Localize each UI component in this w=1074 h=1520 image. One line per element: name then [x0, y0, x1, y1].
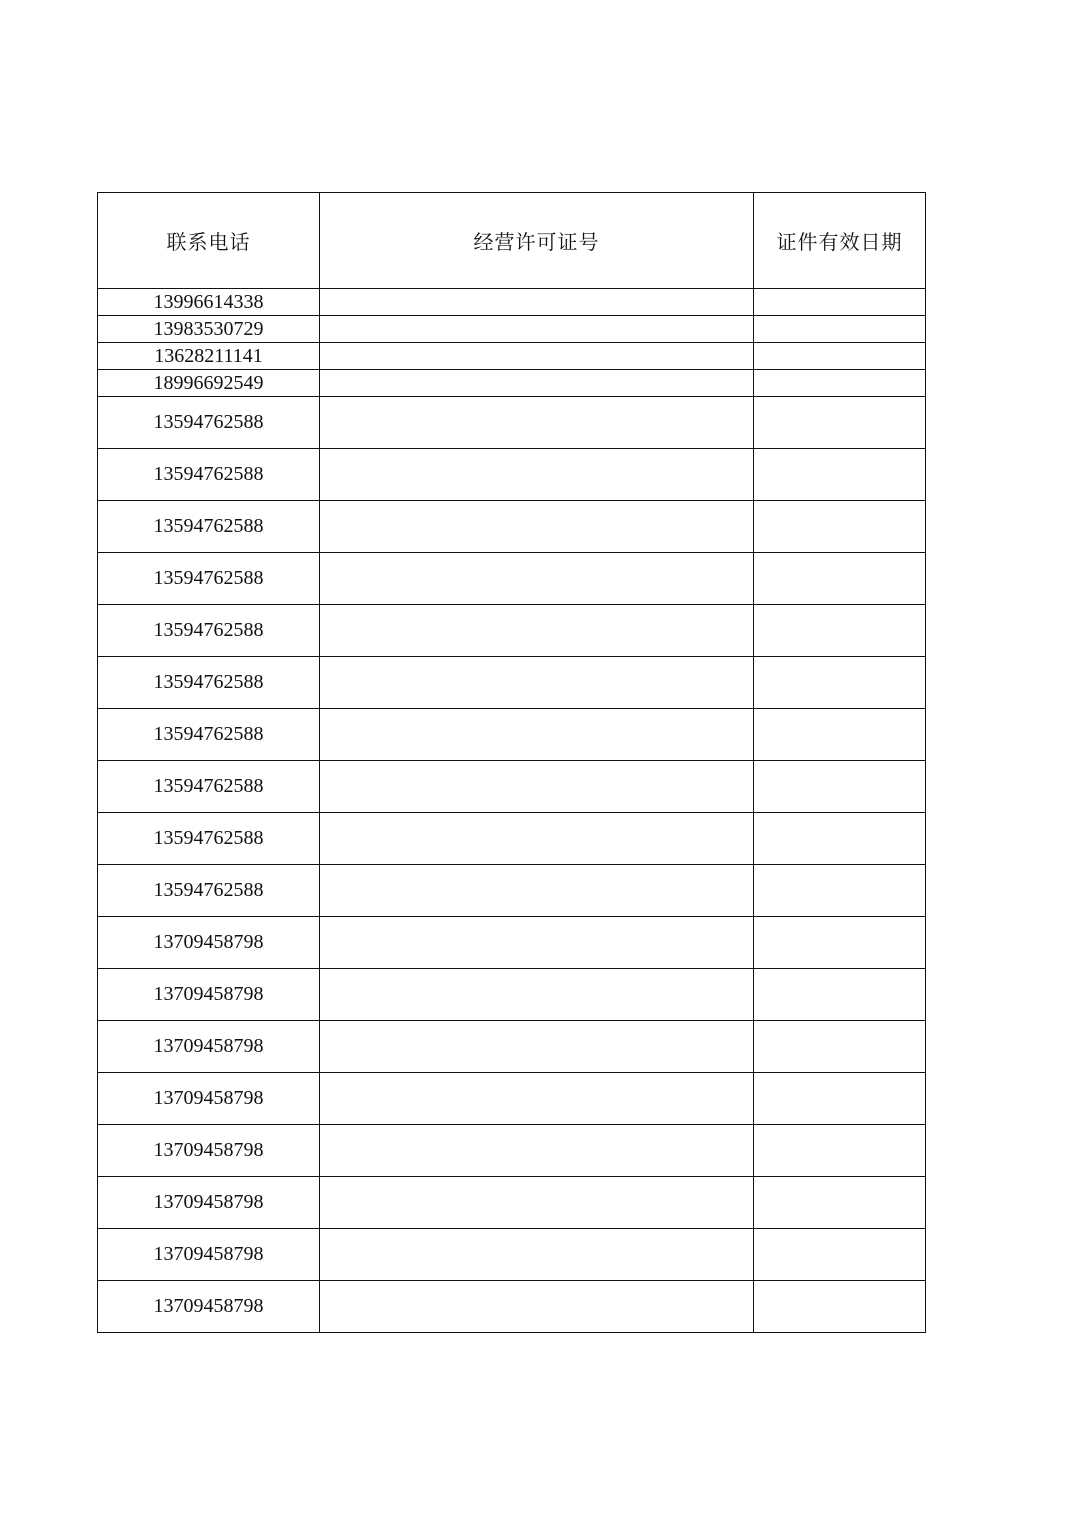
- phone-cell: 13709458798: [98, 1021, 320, 1073]
- phone-cell: 13628211141: [98, 343, 320, 370]
- license-number-cell: [320, 553, 754, 605]
- table-row: [98, 1281, 926, 1333]
- phone-cell: 13594762588: [98, 605, 320, 657]
- valid-date-cell: [754, 761, 926, 813]
- license-number-cell: [320, 657, 754, 709]
- valid-date-cell: [754, 605, 926, 657]
- valid-date-cell: [754, 370, 926, 397]
- table-row: [98, 657, 926, 709]
- license-table: [97, 192, 926, 1333]
- valid-date-cell: [754, 397, 926, 449]
- table-row: [98, 865, 926, 917]
- valid-date-cell: [754, 449, 926, 501]
- phone-cell: 13709458798: [98, 1281, 320, 1333]
- license-number-cell: [320, 343, 754, 370]
- phone-cell: 13594762588: [98, 709, 320, 761]
- phone-cell: 18996692549: [98, 370, 320, 397]
- license-number-cell: [320, 865, 754, 917]
- license-number-cell: [320, 1177, 754, 1229]
- valid-date-cell: [754, 657, 926, 709]
- table-row: [98, 1021, 926, 1073]
- valid-date-cell: [754, 289, 926, 316]
- license-number-cell: [320, 316, 754, 343]
- valid-date-cell: [754, 343, 926, 370]
- license-number-cell: [320, 813, 754, 865]
- phone-cell: 13594762588: [98, 657, 320, 709]
- license-number-cell: [320, 917, 754, 969]
- valid-date-cell: [754, 316, 926, 343]
- table-row: [98, 761, 926, 813]
- license-number-cell: [320, 397, 754, 449]
- table-row: [98, 397, 926, 449]
- valid-date-cell: [754, 813, 926, 865]
- license-number-cell: [320, 1281, 754, 1333]
- valid-date-cell: [754, 865, 926, 917]
- table-row: [98, 370, 926, 397]
- table-row: [98, 1073, 926, 1125]
- table-row: [98, 917, 926, 969]
- header-valid-date: 证件有效日期: [754, 193, 926, 289]
- valid-date-cell: [754, 917, 926, 969]
- header-phone: 联系电话: [98, 193, 320, 289]
- phone-cell: 13594762588: [98, 553, 320, 605]
- license-number-cell: [320, 1073, 754, 1125]
- phone-cell: 13709458798: [98, 1177, 320, 1229]
- phone-cell: 13594762588: [98, 397, 320, 449]
- table-row: [98, 501, 926, 553]
- phone-cell: 13709458798: [98, 1125, 320, 1177]
- table-row: [98, 289, 926, 316]
- valid-date-cell: [754, 1073, 926, 1125]
- phone-cell: 13983530729: [98, 316, 320, 343]
- license-number-cell: [320, 501, 754, 553]
- phone-cell: 13709458798: [98, 917, 320, 969]
- phone-cell: 13594762588: [98, 761, 320, 813]
- phone-cell: 13709458798: [98, 1073, 320, 1125]
- license-number-cell: [320, 370, 754, 397]
- phone-cell: 13996614338: [98, 289, 320, 316]
- phone-cell: 13594762588: [98, 813, 320, 865]
- table-row: [98, 969, 926, 1021]
- valid-date-cell: [754, 553, 926, 605]
- table-row: [98, 553, 926, 605]
- table-row: [98, 1229, 926, 1281]
- valid-date-cell: [754, 1125, 926, 1177]
- license-number-cell: [320, 605, 754, 657]
- table-row: [98, 316, 926, 343]
- phone-cell: 13709458798: [98, 1229, 320, 1281]
- table-row: [98, 605, 926, 657]
- valid-date-cell: [754, 709, 926, 761]
- table-row: [98, 449, 926, 501]
- valid-date-cell: [754, 1281, 926, 1333]
- license-number-cell: [320, 1229, 754, 1281]
- license-number-cell: [320, 449, 754, 501]
- license-number-cell: [320, 709, 754, 761]
- table-row: [98, 343, 926, 370]
- license-number-cell: [320, 761, 754, 813]
- table-row: [98, 709, 926, 761]
- phone-cell: 13594762588: [98, 449, 320, 501]
- license-number-cell: [320, 1125, 754, 1177]
- license-number-cell: [320, 289, 754, 316]
- valid-date-cell: [754, 1021, 926, 1073]
- valid-date-cell: [754, 1177, 926, 1229]
- table-body: [98, 289, 926, 1333]
- table-row: [98, 813, 926, 865]
- license-number-cell: [320, 969, 754, 1021]
- table-row: [98, 1125, 926, 1177]
- valid-date-cell: [754, 501, 926, 553]
- phone-cell: 13594762588: [98, 865, 320, 917]
- phone-cell: 13709458798: [98, 969, 320, 1021]
- valid-date-cell: [754, 1229, 926, 1281]
- phone-cell: 13594762588: [98, 501, 320, 553]
- header-row: [98, 193, 926, 289]
- table-row: [98, 1177, 926, 1229]
- valid-date-cell: [754, 969, 926, 1021]
- header-license-number: 经营许可证号: [320, 193, 754, 289]
- license-number-cell: [320, 1021, 754, 1073]
